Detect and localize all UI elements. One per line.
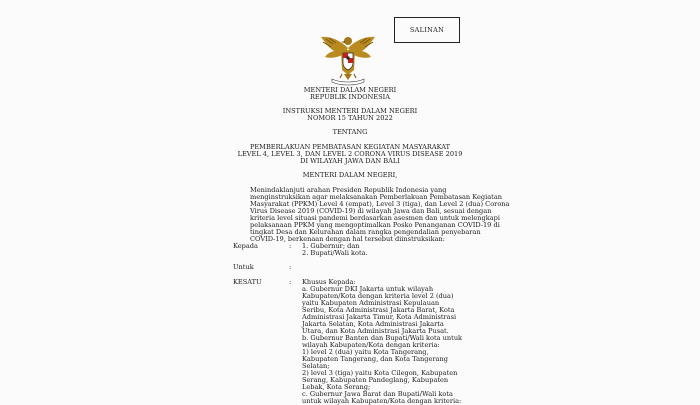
- kepada-colon: :: [289, 242, 292, 250]
- kesatu-line: a. Gubernur DKI Jakarta untuk wilayah: [302, 285, 434, 293]
- kesatu-line: 2) level 3 (tiga) yaitu Kota Cilegon, Kabupaten: [302, 369, 458, 377]
- kesatu-line: Utara, dan Kota Administrasi Jakarta Pusat.: [302, 327, 449, 335]
- kesatu-line: c. Gubernur Jawa Barat dan Bupati/Wali kota: [302, 390, 453, 398]
- kesatu-line: Kabupaten/Kota dengan kriteria level 2 (dua): [302, 292, 454, 300]
- subject-line: PEMBERLAKUAN PEMBATASAN KEGIATAN MASYARAKAT: [249, 143, 451, 151]
- preamble-line: kriteria level situasi pandemi berdasarkan asesmen dan untuk melengkapi: [250, 214, 500, 222]
- preamble-line: COVID-19, berkenaan dengan hal tersebut diinstruksikan:: [250, 235, 445, 243]
- preamble-line: Virus Disease 2019 (COVID-19) di wilayah Jawa dan Bali, sesuai dengan: [250, 207, 492, 215]
- kesatu-line: Khusus Kepada:: [302, 278, 356, 286]
- preamble-line: tingkat Desa dan Kelurahan dalam rangka pengendalian penyebaran: [250, 228, 481, 236]
- kesatu-line: Jakarta Selatan, Kota Administrasi Jakarta: [302, 320, 444, 328]
- kesatu-line: Kabupaten Tangerang, dan Kota Tangerang: [302, 355, 448, 363]
- kesatu-colon: :: [289, 278, 292, 286]
- issuer-line: REPUBLIK INDONESIA: [309, 93, 391, 101]
- kesatu-line: Serang, Kabupaten Pandeglang, Kabupaten: [302, 376, 449, 384]
- tentang-label: TENTANG: [332, 128, 368, 136]
- untuk-colon: :: [289, 263, 292, 271]
- untuk-label: Untuk: [233, 263, 254, 271]
- kesatu-label: KESATU: [233, 278, 262, 286]
- subject-line: DI WILAYAH JAWA DAN BALI: [300, 157, 400, 165]
- kesatu-line: b. Gubernur Banten dan Bupati/Wali kota untuk: [302, 334, 463, 342]
- kepada-item: 2. Bupati/Wali kota.: [302, 249, 368, 257]
- salinan-stamp: SALINAN: [394, 17, 460, 43]
- kesatu-line: 1) level 2 (dua) yaitu Kota Tangerang,: [302, 348, 429, 356]
- kesatu-line: Seribu, Kota Administrasi Jakarta Barat, Kota: [302, 306, 455, 314]
- garuda-emblem-icon: [318, 30, 378, 86]
- preamble-line: Masyarakat (PPKM) Level 4 (empat), Level 3 (tiga), dan Level 2 (dua) Corona: [250, 200, 510, 208]
- kesatu-line: Selatan;: [302, 362, 330, 370]
- kesatu-line: Lebak, Kota Serang;: [302, 383, 371, 391]
- kesatu-line: Administrasi Jakarta Timur, Kota Administrasi: [302, 313, 457, 321]
- kepada-label: Kepada: [233, 242, 258, 250]
- kepada-item: 1. Gubernur; dan: [302, 242, 360, 250]
- preamble-line: Menindaklanjuti arahan Presiden Republik Indonesia yang: [250, 186, 447, 194]
- kesatu-line: wilayah Kabupaten/Kota dengan kriteria:: [302, 341, 440, 349]
- kesatu-line: yaitu Kabupaten Administrasi Kepulauan: [302, 299, 440, 307]
- kesatu-line: untuk wilayah Kabupaten/Kota dengan kriteria:: [302, 397, 462, 405]
- subject-line: LEVEL 4, LEVEL 3, DAN LEVEL 2 CORONA VIRUS DISEASE 2019: [237, 150, 463, 158]
- instruction-title: INSTRUKSI MENTERI DALAM NEGERI: [282, 107, 418, 115]
- preamble-line: pelaksanaan PPKM yang mengoptimalkan Posko Penanganan COVID-19 di: [250, 221, 500, 229]
- issuer-line: MENTERI DALAM NEGERI: [303, 86, 397, 94]
- instruction-number: NOMOR 15 TAHUN 2022: [307, 114, 393, 122]
- opening-line: MENTERI DALAM NEGERI,: [302, 171, 398, 179]
- preamble-line: menginstruksikan agar melaksanakan Pemberlakuan Pembatasan Kegiatan: [250, 193, 503, 201]
